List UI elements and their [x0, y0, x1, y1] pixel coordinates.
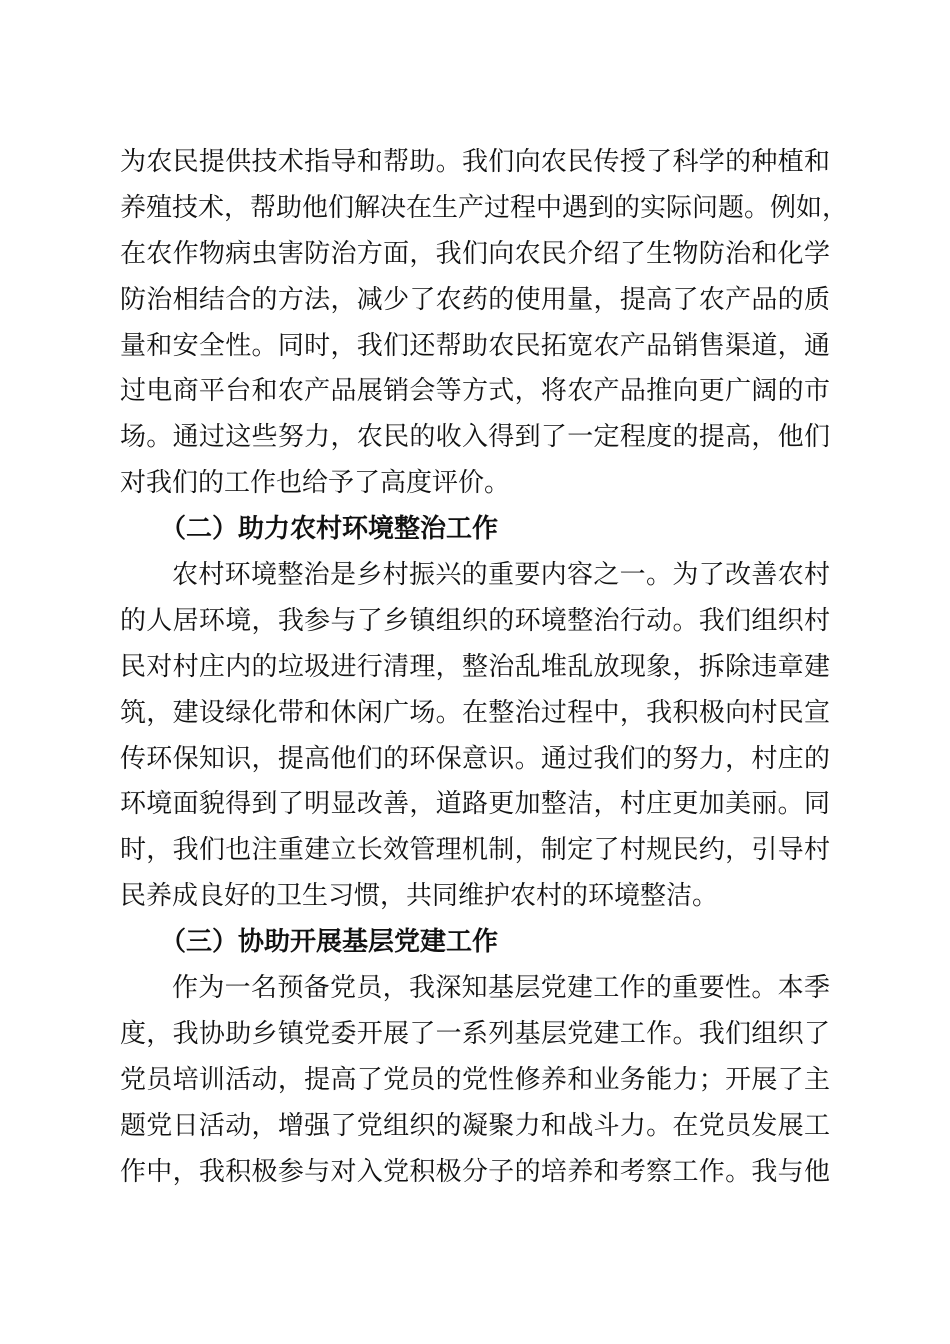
paragraph-line: 量和安全性。同时，我们还帮助农民拓宽农产品销售渠道，通	[120, 330, 830, 361]
section-heading: （三）协助开展基层党建工作	[160, 927, 499, 958]
paragraph-line: 防治相结合的方法，减少了农药的使用量，提高了农产品的质	[120, 284, 830, 315]
intro-paragraph	[120, 140, 849, 507]
document-body	[120, 140, 849, 1195]
paragraph-line: 为农民提供技术指导和帮助。我们向农民传授了科学的种植和	[120, 147, 830, 177]
paragraph-line: 作为一名预备党员，我深知基层党建工作的重要性。本季	[172, 973, 830, 1004]
paragraph-line: 场。通过这些努力，农民的收入得到了一定程度的提高，他们	[120, 422, 830, 453]
section-environment	[120, 507, 830, 920]
section-party-building	[120, 920, 830, 1195]
paragraph-line: 时，我们也注重建立长效管理机制，制定了村规民约，引导村	[120, 835, 830, 866]
paragraph-line: 党员培训活动，提高了党员的党性修养和业务能力；开展了主	[120, 1064, 830, 1095]
paragraph-line: 农村环境整治是乡村振兴的重要内容之一。为了改善农村	[172, 560, 830, 591]
paragraph-line: 养殖技术，帮助他们解决在生产过程中遇到的实际问题。例如，	[120, 192, 849, 223]
paragraph-line: 在农作物病虫害防治方面，我们向农民介绍了生物防治和化学	[120, 238, 830, 269]
paragraph-line: 题党日活动，增强了党组织的凝聚力和战斗力。在党员发展工	[120, 1110, 830, 1141]
section-heading: （二）助力农村环境整治工作	[160, 514, 499, 545]
paragraph-line: 过电商平台和农产品展销会等方式，将农产品推向更广阔的市	[120, 376, 830, 407]
paragraph-line: 筑，建设绿化带和休闲广场。在整治过程中，我积极向村民宣	[120, 697, 830, 728]
paragraph-line: 民对村庄内的垃圾进行清理，整治乱堆乱放现象，拆除违章建	[120, 651, 830, 682]
paragraph-line: 对我们的工作也给予了高度评价。	[120, 468, 511, 499]
paragraph-line: 作中，我积极参与对入党积极分子的培养和考察工作。我与他	[120, 1156, 830, 1187]
paragraph-line: 环境面貌得到了明显改善，道路更加整洁，村庄更加美丽。同	[120, 789, 830, 820]
paragraph-line: 民养成良好的卫生习惯，共同维护农村的环境整洁。	[120, 881, 719, 912]
paragraph-line: 的人居环境，我参与了乡镇组织的环境整治行动。我们组织村	[120, 605, 830, 636]
paragraph-line: 度，我协助乡镇党委开展了一系列基层党建工作。我们组织了	[120, 1018, 830, 1049]
paragraph-line: 传环保知识，提高他们的环保意识。通过我们的努力，村庄的	[120, 743, 830, 774]
